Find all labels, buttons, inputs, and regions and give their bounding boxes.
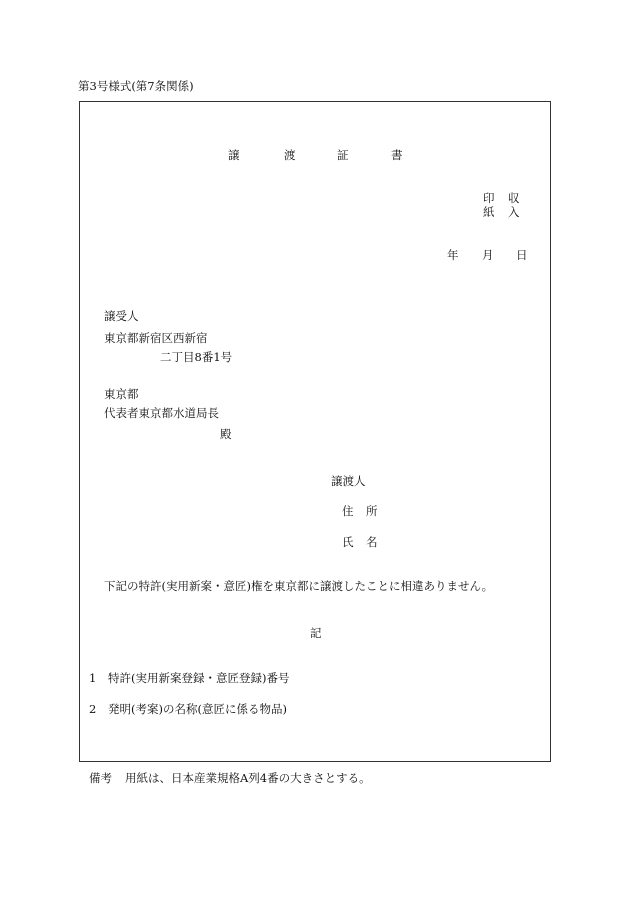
recipient-org: 東京都: [104, 387, 139, 401]
stamp-char-in: 印: [483, 191, 495, 205]
stamp-char-nyu: 入: [508, 205, 520, 219]
declaration-text: 下記の特許(実用新案・意匠)権を東京都に譲渡したことに相違ありません。: [104, 579, 494, 593]
item-number: 2: [89, 702, 97, 716]
stamp-char-shi: 紙: [483, 205, 495, 219]
recipient-label: 譲受人: [104, 309, 139, 323]
transferor-address-char-2: 所: [366, 504, 378, 518]
recipient-address-line2: 二丁目8番1号: [160, 350, 233, 364]
title-char-2: 渡: [284, 148, 296, 162]
title-char-3: 証: [337, 148, 349, 162]
title-char-4: 書: [391, 148, 403, 162]
date-year: 年: [447, 248, 459, 262]
form-number-label: 第3号様式(第7条関係): [78, 79, 194, 93]
form-frame: [79, 101, 551, 762]
item-number: 1: [89, 671, 97, 685]
stamp-char-shu: 収: [508, 191, 520, 205]
date-month: 月: [482, 248, 494, 262]
ki-heading: 記: [310, 626, 322, 640]
transferor-name-char-2: 名: [366, 535, 378, 549]
title-char-1: 譲: [228, 148, 240, 162]
memo-label: 備考: [89, 771, 112, 785]
recipient-representative: 代表者東京都水道局長: [104, 406, 219, 420]
transferor-name-char-1: 氏: [342, 535, 354, 549]
transferor-address-char-1: 住: [342, 504, 354, 518]
transferor-label: 譲渡人: [331, 474, 366, 488]
item-text: 特許(実用新案登録・意匠登録)番号: [108, 671, 290, 685]
recipient-address-line1: 東京都新宿区西新宿: [104, 331, 208, 345]
memo-text: 用紙は、日本産業規格A列4番の大きさとする。: [125, 771, 371, 785]
recipient-honorific: 殿: [220, 427, 232, 441]
item-text: 発明(考案)の名称(意匠に係る物品): [108, 702, 287, 716]
date-day: 日: [516, 248, 528, 262]
